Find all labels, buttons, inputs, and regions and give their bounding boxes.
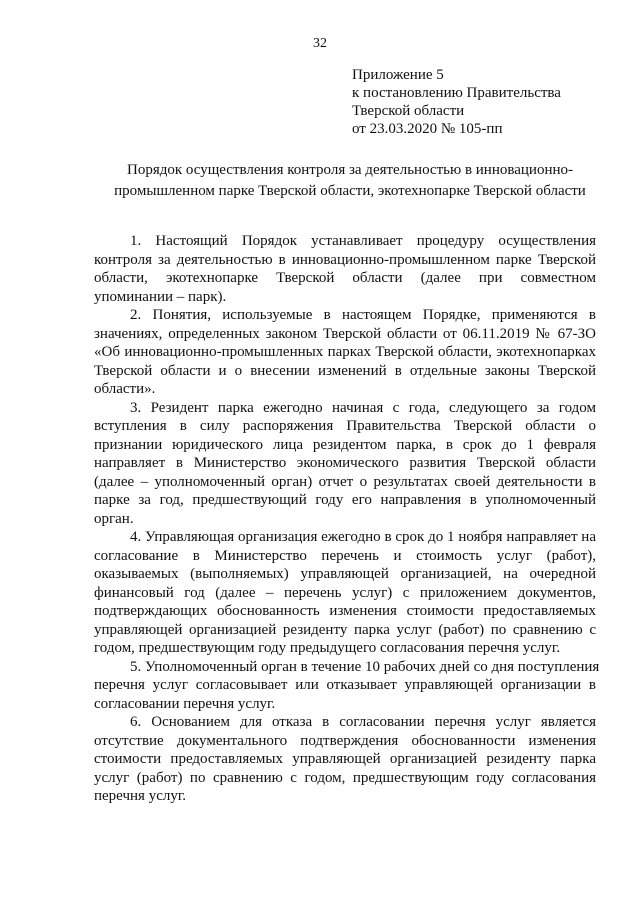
text-line: значениях, определенных законом Тверской области от 06.11.2019 № 67-ЗО [94, 325, 596, 342]
text-line: парке за год, предшествующий году его направления в уполномоченный [94, 492, 596, 508]
text-line: перечня услуг. [94, 788, 187, 804]
document-title [80, 160, 620, 202]
appendix-header [352, 66, 561, 138]
text-line: 5. Уполномоченный орган в течение 10 рабочих дней со дня поступления [130, 658, 600, 675]
text-line: отсутствие документального подтверждения обоснованности изменения [94, 732, 596, 749]
paragraph-6 [94, 713, 596, 806]
text-line: 2. Понятия, используемые в настоящем Порядке, применяются в [130, 307, 596, 323]
text-line: орган. [94, 510, 134, 527]
text-line: 6. Основанием для отказа в согласовании перечня услуг является [130, 714, 596, 730]
text-line: области». [94, 381, 156, 397]
text-line: 4. Управляющая организация ежегодно в срок до 1 ноября направляет на [130, 529, 596, 545]
text-line: перечня услуг согласовывает или отказывает управляющей организации в [94, 677, 596, 693]
text-line: (далее – уполномоченный орган) отчет о результатах своей деятельности в [94, 473, 596, 490]
text-line: упоминании – парк). [94, 288, 227, 305]
title-line: промышленном парке Тверской области, экотехнопарке Тверской области [114, 183, 586, 199]
text-line: согласование в Министерство перечень и стоимость услуг (работ), [94, 547, 596, 564]
appendix-region: Тверской области [352, 103, 465, 119]
paragraph-3 [94, 399, 596, 529]
text-line: согласовании перечня услуг. [94, 695, 276, 712]
appendix-number: Приложение 5 [352, 67, 444, 83]
page-number: 32 [313, 36, 327, 51]
text-line: «Об инновационно-промышленных парках Тверской области, экотехнопарках [94, 344, 596, 360]
text-line: стоимости предоставляемых управляющей организацией резиденту парка [94, 751, 596, 767]
text-line: финансовый год (далее – перечень услуг) с приложением документов, [94, 584, 596, 601]
paragraph-4 [94, 528, 596, 658]
text-line: признании юридического лица резидентом парка, в срок до 1 февраля [94, 436, 596, 453]
text-line: контроля за деятельностью в инновационно-промышленном парке Тверской [94, 251, 596, 268]
text-line: услуг (работ) по сравнению с годом, предшествующим году согласования [94, 769, 596, 786]
title-line: Порядок осуществления контроля за деятельностью в инновационно- [126, 162, 574, 178]
text-line: годом, предшествующим году предыдущего согласования перечня услуг. [94, 640, 561, 656]
appendix-resolution-ref: к постановлению Правительства [352, 85, 561, 101]
text-line: оказываемых (выполняемых) управляющей организацией, на очередной [94, 566, 596, 582]
text-line: направляет в Министерство экономического развития Тверской области [94, 455, 596, 471]
text-line: управляющей организацией резиденту парка услуг (работ) по сравнению с [94, 621, 596, 638]
document-body [94, 232, 600, 806]
text-line: 1. Настоящий Порядок устанавливает процедуру осуществления [130, 233, 596, 249]
text-line: 3. Резидент парка ежегодно начиная с года, следующего за годом [130, 399, 596, 416]
paragraph-2 [94, 306, 596, 399]
appendix-date-number: от 23.03.2020 № 105-пп [352, 121, 503, 137]
text-line: Тверской области и о внесении изменений в отдельные законы Тверской [94, 362, 596, 379]
paragraph-1 [94, 232, 596, 306]
text-line: области, экотехнопарке Тверской области (далее при совместном [94, 270, 596, 286]
text-line: подтверждающих обоснованность изменения стоимости предоставляемых [94, 603, 596, 619]
paragraph-5 [94, 658, 600, 714]
text-line: вступления в силу распоряжения Правительства Тверской области о [94, 418, 596, 434]
